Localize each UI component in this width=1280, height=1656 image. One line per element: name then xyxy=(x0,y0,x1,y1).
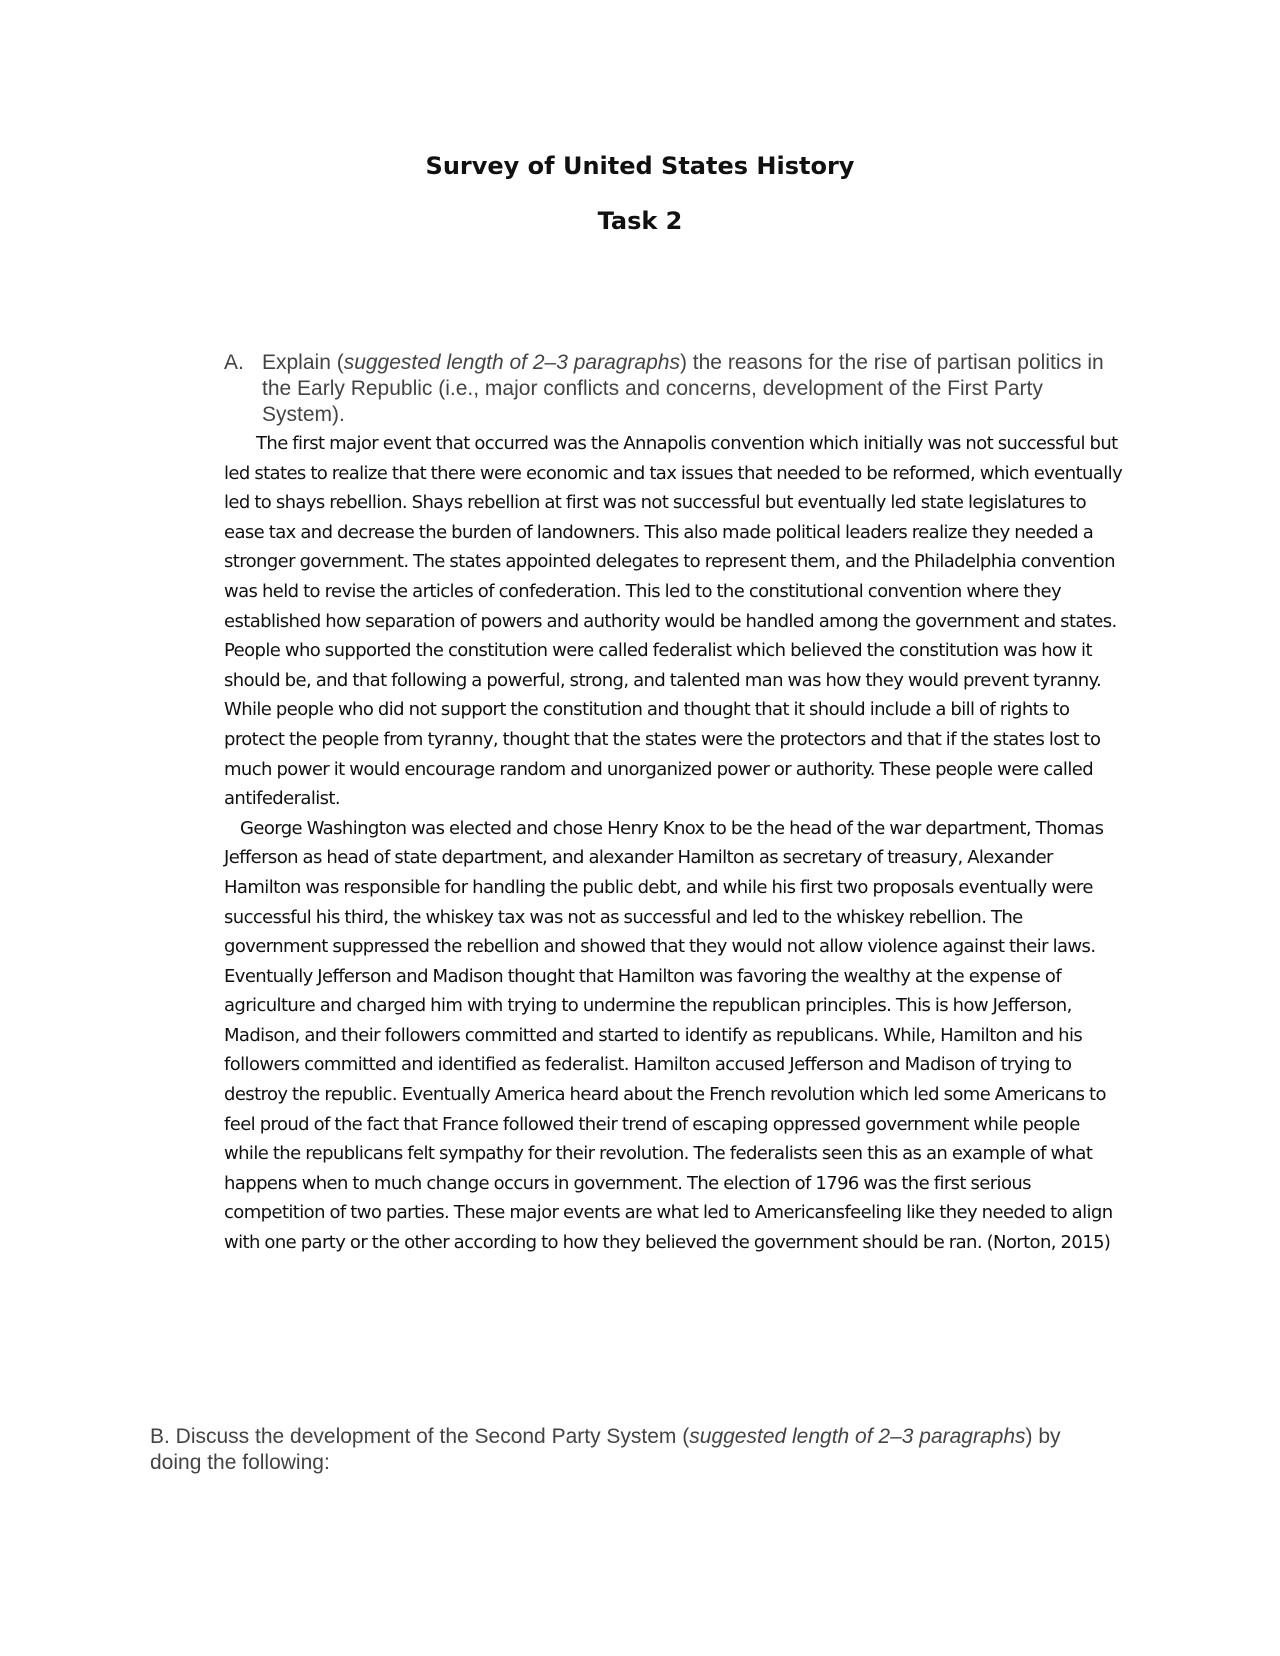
essay-paragraph-2: George Washington was elected and chose Henry Knox to be the head of the war department, Thomas Jefferson as head of state department, and alexander Hamilton as secretary of treasury, Alexander Hamilton was responsible for handling the public debt, and while his first two proposals eventually were successful his third, the whiskey tax was not as successful and led to the whiskey rebellion. The government suppressed the rebellion and showed that they would not allow violence against their laws. Eventually Jefferson and Madison thought that Hamilton was favoring the wealthy at the expense of agriculture and charged him with trying to undermine the republican principles. This is how Jefferson, Madison, and their followers committed and started to identify as republicans. While, Hamilton and his followers committed and identified as federalist. Hamilton accused Jefferson and Madison of trying to destroy the republic. Eventually America heard about the French revolution which led some Americans to feel proud of the fact that France followed their trend of escaping oppressed government while people while the republicans felt sympathy for their revolution. The federalists seen this as an example of what happens when to much change occurs in government. The election of 1796 was the first serious competition of two parties. These major events are what led to Americansfeeling like they needed to align with one party or the other according to how they believed the government should be ran. (Norton, 2015) xyxy=(224,817,1113,1254)
prompt-b xyxy=(150,1424,1110,1476)
prompt-a-letter: A. xyxy=(224,351,244,374)
prompt-b-text-before: B. Discuss the development of the Second Party System ( xyxy=(150,1425,690,1448)
prompt-a-text-after: ) the reasons for the rise of partisan politics in the Early Republic (i.e., major conflicts and concerns, development of the First Party System). xyxy=(262,351,1104,426)
document-title: Survey of United States History xyxy=(425,152,855,180)
prompt-b-text-after: ) by doing the following: xyxy=(150,1425,1061,1474)
essay-paragraph-1: The first major event that occurred was the Annapolis convention which initially was not successful but led states to realize that there were economic and tax issues that needed to be reformed, which eventually led to shays rebellion. Shays rebellion at first was not successful but eventually led state legislatures to ease tax and decrease the burden of landowners. This also made political leaders realize they needed a stronger government. The states appointed delegates to represent them, and the Philadelphia convention was held to revise the articles of confederation. This led to the constitutional convention where they established how separation of powers and authority would be handled among the government and states. People who supported the constitution were called federalist which believed the constitution was how it should be, and that following a powerful, strong, and talented man was how they would prevent tyranny. While people who did not support the constitution and thought that it should include a bill of rights to protect the people from tyranny, thought that the states were the protectors and that if the states lost to much power it would encourage random and unorganized power or authority. These people were called antifederalist. xyxy=(224,433,1123,810)
prompt-a-text-italic: suggested length of 2–3 paragraphs xyxy=(343,351,680,374)
document-subtitle: Task 2 xyxy=(597,207,683,235)
prompt-a xyxy=(224,350,1124,428)
prompt-a-text-before: Explain ( xyxy=(262,351,344,374)
prompt-a-text xyxy=(262,350,1124,428)
prompt-b-text-italic: suggested length of 2–3 paragraphs xyxy=(689,1425,1026,1448)
essay-body xyxy=(224,429,1124,1258)
